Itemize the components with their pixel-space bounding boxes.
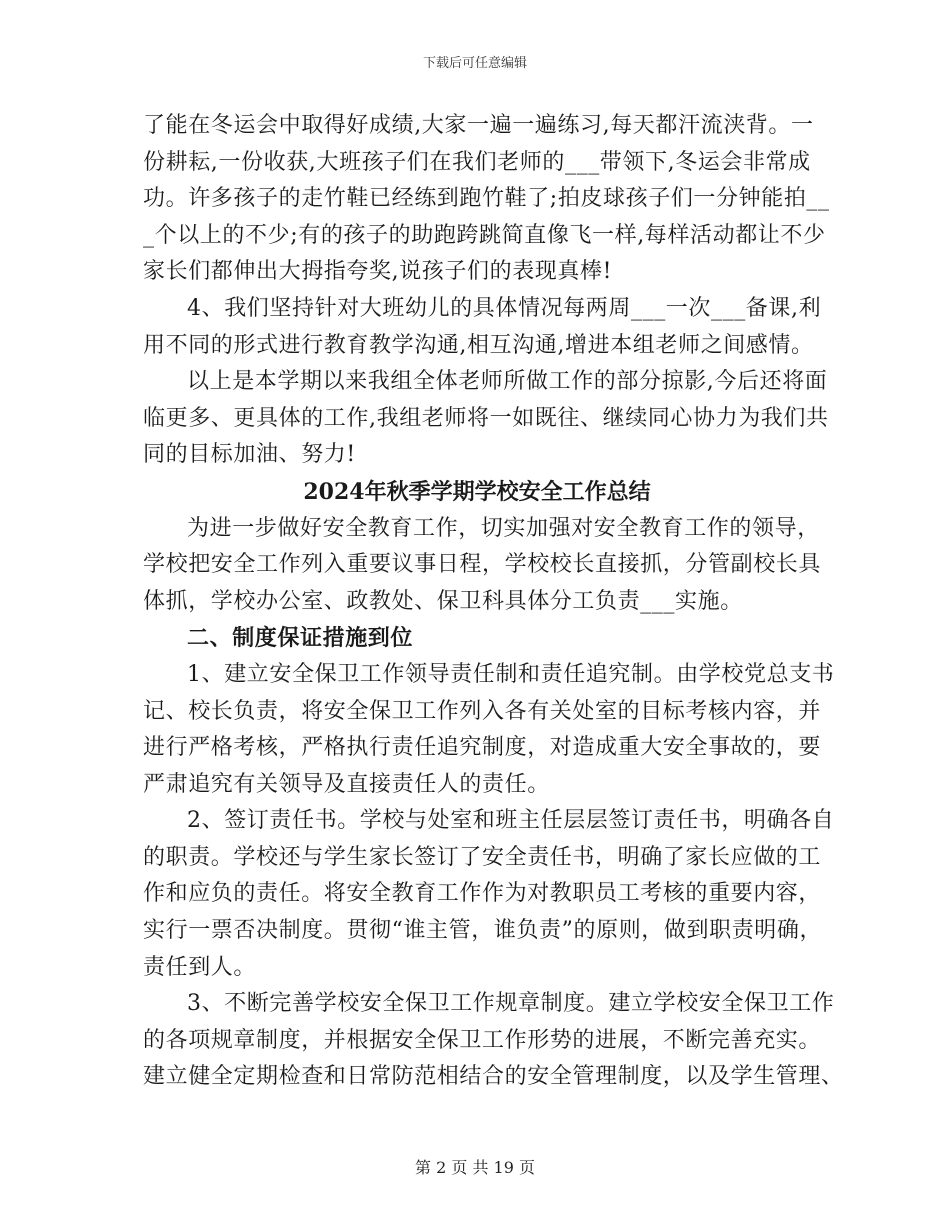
document-body <box>143 108 844 1096</box>
paragraph-line: 实行一票否决制度。贯彻“谁主管，谁负责”的原则，做到职责明确， <box>143 918 823 944</box>
paragraph-line: 1、建立安全保卫工作领导责任制和责任追究制。由学校党总支书 <box>187 661 835 687</box>
section-heading: 二、制度保证措施到位 <box>187 625 414 652</box>
paragraph-line: 用不同的形式进行教育教学沟通,相互沟通,增进本组老师之间感情。 <box>143 332 814 358</box>
paragraph-line: 4、我们坚持针对大班幼儿的具体情况每两周___一次___备课,利 <box>187 295 822 321</box>
paragraph-line: 责任到人。 <box>143 954 257 980</box>
page-header: 下载后可任意编辑 <box>422 56 527 71</box>
paragraph-line: 同的目标加油、努力! <box>143 442 356 468</box>
paragraph-line: _个以上的不少;有的孩子的助跑跨跳简直像飞一样,每样活动都让不少 <box>143 222 826 248</box>
paragraph-line: 体抓，学校办公室、政教处、保卫科具体分工负责___实施。 <box>143 588 743 614</box>
paragraph-line: 份耕耘,一份收获,大班孩子们在我们老师的___带领下,冬运会非常成 <box>143 149 811 175</box>
paragraph-line: 功。许多孩子的走竹鞋已经练到跑竹鞋了;拍皮球孩子们一分钟能拍__ <box>143 186 830 212</box>
paragraph-line: 严肃追究有关领导及直接责任人的责任。 <box>143 771 550 797</box>
paragraph-line: 了能在冬运会中取得好成绩,大家一遍一遍练习,每天都汗流浃背。一 <box>143 113 814 138</box>
paragraph-line: 的职责。学校还与学生家长签订了安全责任书，明确了家长应做的工 <box>143 844 822 870</box>
paragraph-line: 的各项规章制度，并根据安全保卫工作形势的进展，不断完善充实。 <box>143 1027 822 1053</box>
paragraph-line: 建立健全定期检查和日常防范相结合的安全管理制度，以及学生管理、 <box>143 1064 844 1090</box>
paragraph-line: 临更多、更具体的工作,我组老师将一如既往、继续同心协力为我们共 <box>143 405 829 431</box>
document-title: 2024年秋季学期学校安全工作总结 <box>303 478 651 505</box>
paragraph-line: 进行严格考核，严格执行责任追究制度，对造成重大安全事故的，要 <box>143 735 822 761</box>
paragraph-line: 作和应负的责任。将安全教育工作作为对教职员工考核的重要内容， <box>143 881 822 907</box>
paragraph-line: 2、签订责任书。学校与处室和班主任层层签订责任书，明确各自 <box>187 808 835 834</box>
page-footer: 第 2 页 共 19 页 <box>415 1158 535 1177</box>
paragraph-line: 家长们都伸出大拇指夸奖,说孩子们的表现真棒! <box>143 259 613 285</box>
paragraph-line: 记、校长负责，将安全保卫工作列入各有关处室的目标考核内容，并 <box>143 698 822 724</box>
paragraph-line: 学校把安全工作列入重要议事日程，学校校长直接抓，分管副校长具 <box>143 552 822 578</box>
paragraph-line: 以上是本学期以来我组全体老师所做工作的部分掠影,今后还将面 <box>187 369 828 395</box>
paragraph-line: 为进一步做好安全教育工作，切实加强对安全教育工作的领导， <box>187 515 820 541</box>
paragraph-line: 3、不断完善学校安全保卫工作规章制度。建立学校安全保卫工作 <box>187 991 835 1017</box>
